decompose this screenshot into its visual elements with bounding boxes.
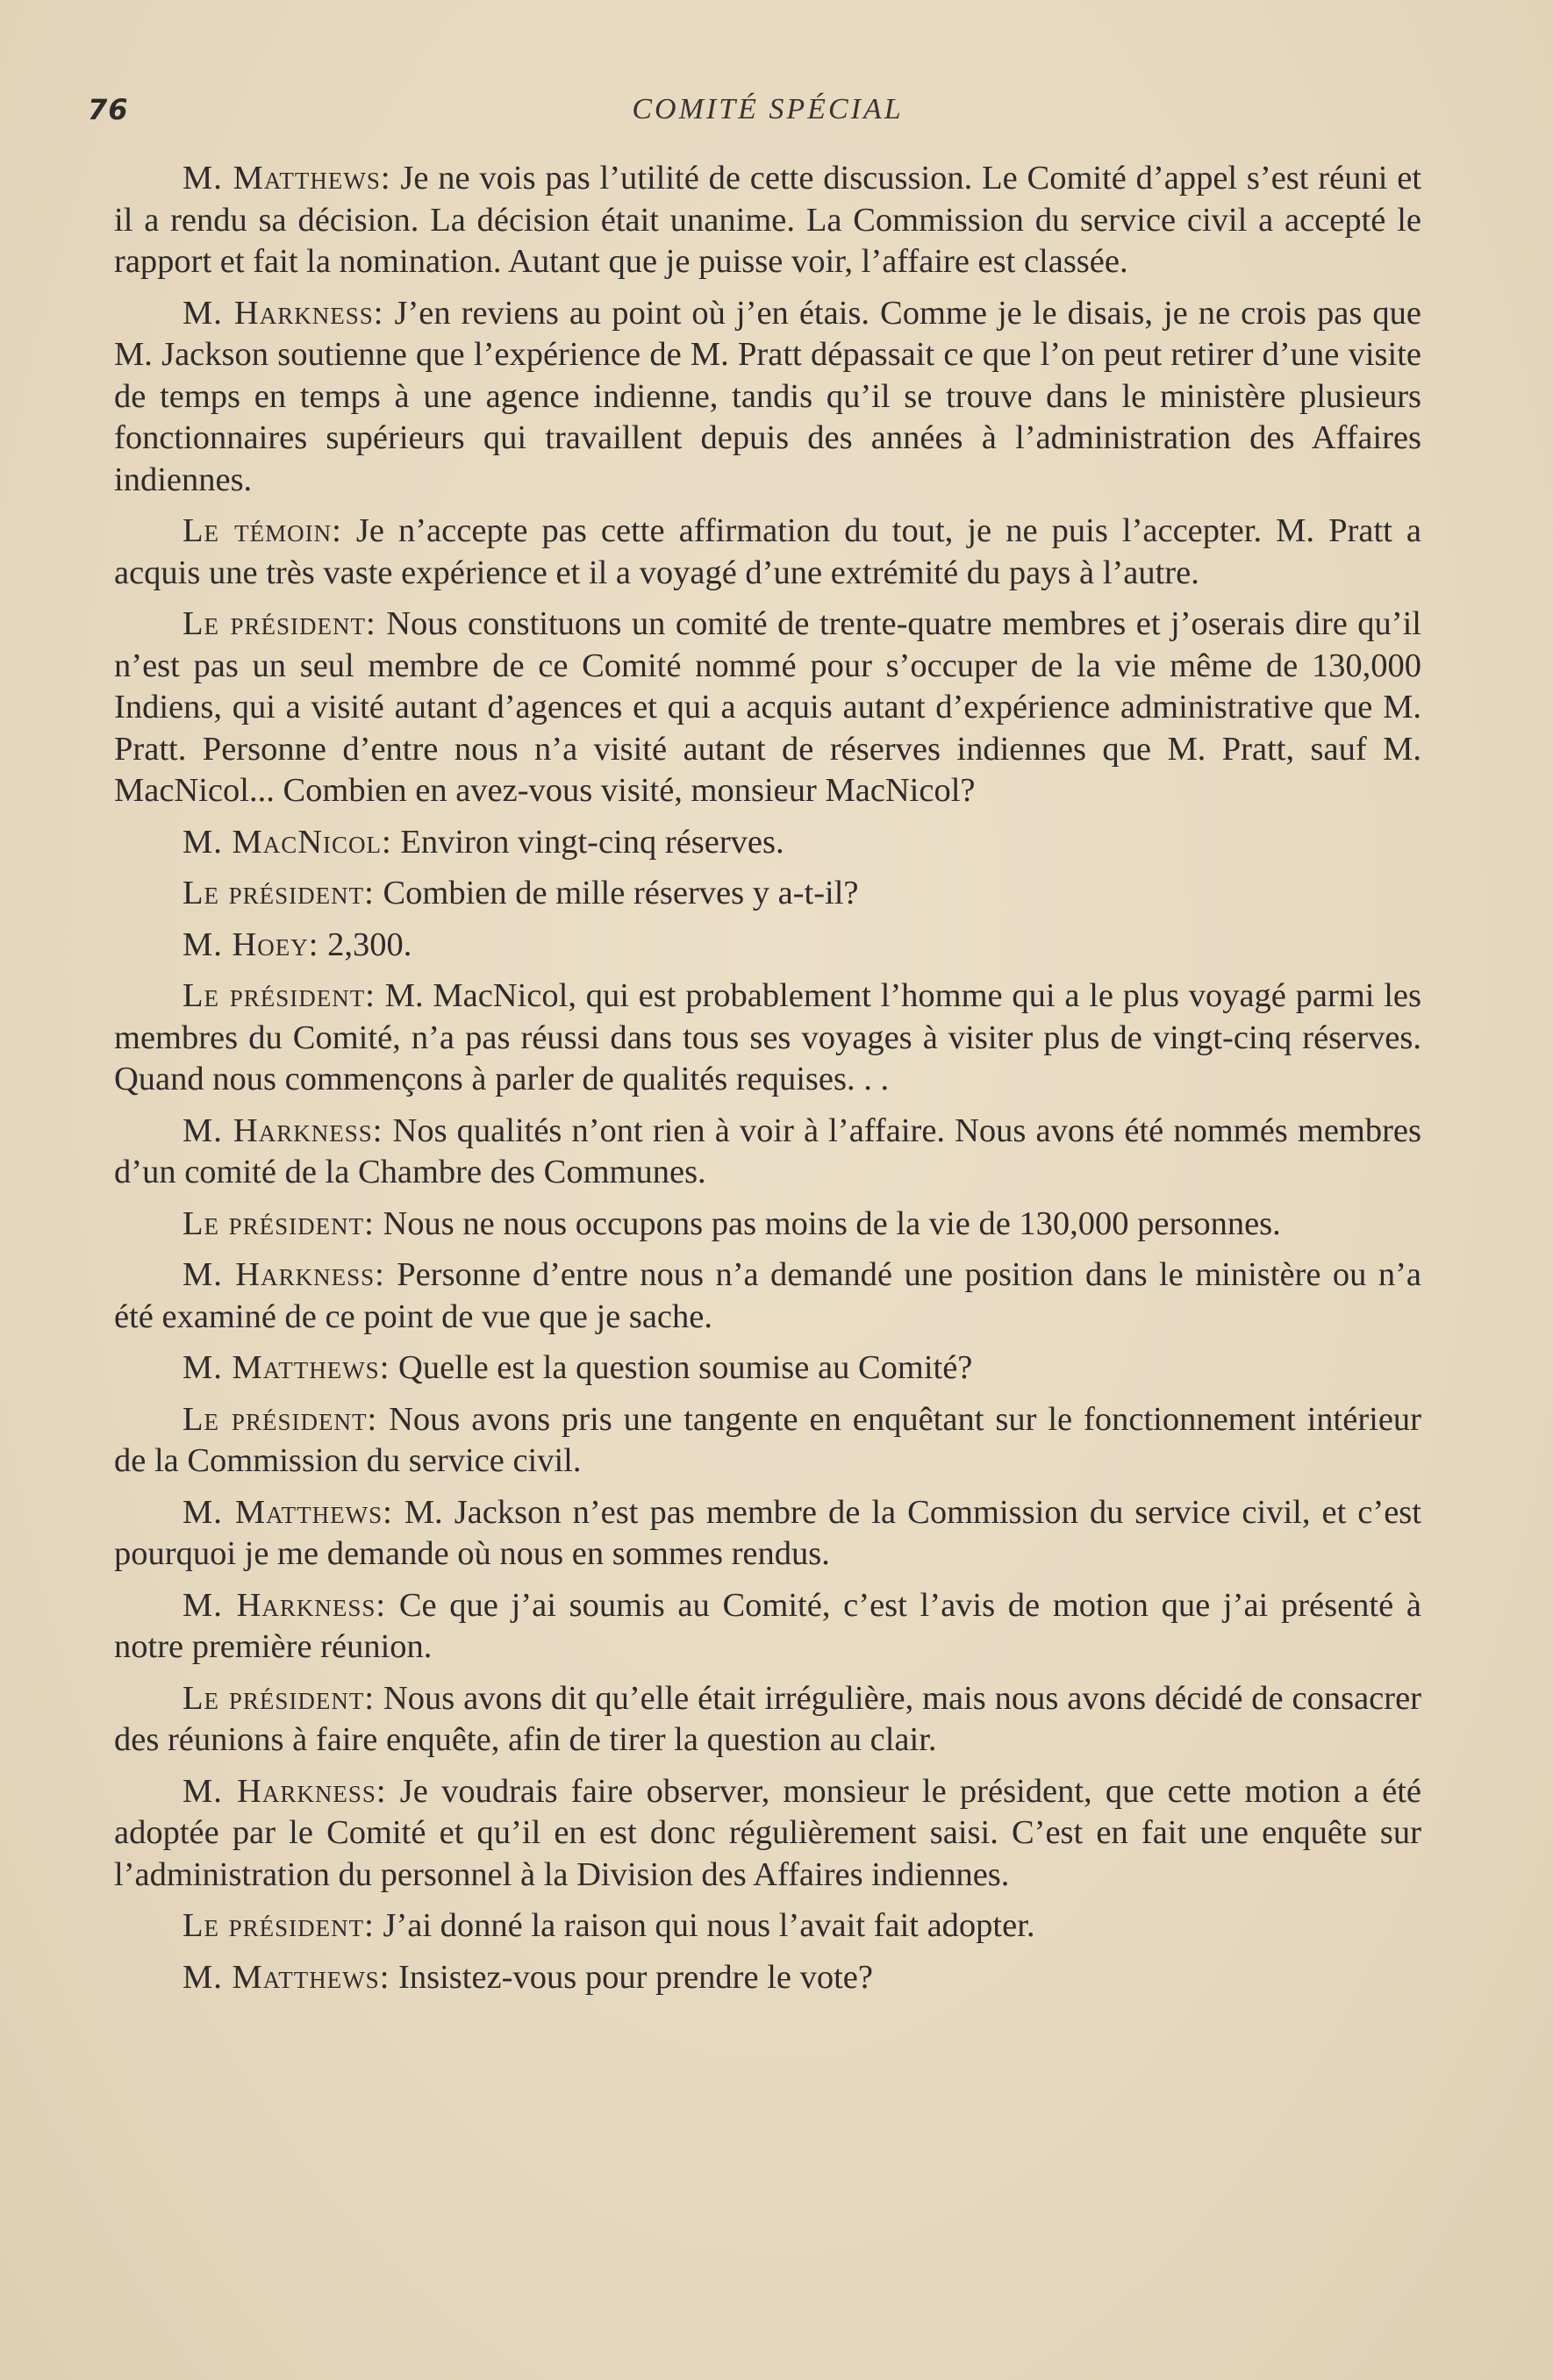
transcript-paragraph [114,604,1421,812]
transcript-paragraph [114,925,1421,967]
paragraph-text: M. Jackson n’est pas membre de la Commission du service civil, et c’est pourquoi je me demande où nous en sommes rendus. [114,1493,1421,1572]
document-page [88,88,1422,2008]
transcript-paragraph [114,1905,1421,1948]
speaker-name: M. Hoey: [182,926,319,963]
transcript-paragraph [114,1957,1421,1999]
transcript-paragraph [114,293,1421,502]
speaker-name: Le président: [182,1400,378,1438]
transcript-paragraph [114,1585,1421,1669]
transcript-paragraph [114,1254,1421,1338]
speaker-name: M. Harkness: [182,1772,387,1810]
speaker-name: Le président: [182,977,376,1014]
speaker-name: M. Matthews: [182,160,391,197]
transcript-paragraph [114,822,1421,864]
speaker-name: M. Matthews: [182,1349,390,1386]
speaker-name: M. Harkness: [182,1111,383,1149]
speaker-name: M. Harkness: [182,1256,385,1293]
transcript-paragraph [114,1399,1421,1483]
transcript-paragraph [114,1204,1421,1246]
page-header [88,88,1421,140]
paragraph-text: Insistez-vous pour prendre le vote? [390,1958,873,1996]
transcript-paragraph [114,873,1421,915]
paragraph-text: Je ne vois pas l’utilité de cette discussion. Le Comité d’appel s’est réuni et il a rendu sa décision. La décision était unanime. La Commission du service civil a accepté le rapport et fait la nomination. Autant que je puisse voir, l’affaire est classée. [114,160,1421,280]
transcript-paragraph [114,511,1421,594]
paragraph-text: Ce que j’ai soumis au Comité, c’est l’avis de motion que j’ai présenté à notre première réunion. [114,1586,1422,1665]
paragraph-text: J’en reviens au point où j’en étais. Comme je le disais, je ne crois pas que M. Jackson soutienne que l’expérience de M. Pratt dépassait ce que l’on peut retirer d’une visite de temps en temps à une agence indienne, tandis qu’il se trouve dans le ministère plusieurs fonctionnaires supérieurs qui travaillent depuis des années à l’administration des Affaires indiennes. [114,294,1421,498]
transcript-paragraph [114,158,1421,283]
transcript-body [114,158,1421,1998]
paragraph-text: Nous ne nous occupons pas moins de la vie de 130,000 personnes. [374,1204,1281,1242]
speaker-name: Le président: [182,1204,375,1242]
speaker-name: M. Matthews: [182,1493,393,1531]
transcript-paragraph [114,1771,1421,1897]
transcript-paragraph [114,1492,1421,1576]
paragraph-text: Je n’accepte pas cette affirmation du tout, je ne puis l’accepter. M. Pratt a acquis une très vaste expérience et il a voyagé d’une extrémité du pays à l’autre. [114,512,1421,591]
speaker-name: Le président: [182,875,375,911]
page-number: 76 [88,93,129,126]
paragraph-text: Nous avons dit qu’elle était irrégulière, mais nous avons décidé de consacrer des réunions à faire enquête, afin de tirer la question au clair. [114,1679,1421,1758]
transcript-paragraph [114,1678,1421,1762]
speaker-name: M. Harkness: [182,294,384,332]
transcript-paragraph [114,1111,1421,1194]
paragraph-text: J’ai donné la raison qui nous l’avait fait adopter. [374,1907,1035,1944]
speaker-name: Le président: [182,1907,375,1944]
paragraph-text: Environ vingt-cinq réserves. [391,823,784,861]
paragraph-text: Personne d’entre nous n’a demandé une position dans le ministère ou n’a été examiné de ce point de vue que je sache. [114,1256,1421,1335]
paragraph-text: Nos qualités n’ont rien à voir à l’affaire. Nous avons été nommés membres d’un comité de la Chambre des Communes. [114,1111,1421,1190]
speaker-name: M. Harkness: [182,1586,387,1624]
paragraph-text: Nous avons pris une tangente en enquêtant sur le fonctionnement intérieur de la Commission du service civil. [114,1400,1421,1479]
speaker-name: M. MacNicol: [182,823,392,861]
paragraph-text: Je voudrais faire observer, monsieur le président, que cette motion a été adoptée par le Comité et qu’il en est donc régulièrement saisi. C’est en fait une enquête sur l’administration du personnel à la Division des Affaires indiennes. [114,1772,1421,1893]
speaker-name: Le témoin: [182,512,342,549]
paragraph-text: Combien de mille réserves y a-t-il? [374,875,859,911]
paragraph-text: Nous constituons un comité de trente-quatre membres et j’oserais dire qu’il n’est pas un seul membre de ce Comité nommé pour s’occuper de la vie même de 130,000 Indiens, qui a visité autant d’agences et qui a acquis autant d’expérience administrative que M. Pratt. Personne d’entre nous n’a visité autant de réserves indiennes que M. Pratt, sauf M. MacNicol... Combien en avez-vous visité, monsieur MacNicol? [114,605,1422,809]
speaker-name: Le président: [182,1679,376,1717]
paragraph-text: Quelle est la question soumise au Comité? [390,1349,973,1386]
running-title: COMITÉ SPÉCIAL [632,93,904,125]
speaker-name: M. Matthews: [182,1958,390,1996]
transcript-paragraph [114,976,1421,1101]
paragraph-text: M. MacNicol, qui est probablement l’homme qui a le plus voyagé parmi les membres du Comité, n’a pas réussi dans tous ses voyages à visiter plus de vingt-cinq réserves. Quand nous commençons à parler de qualités requises. . . [114,977,1421,1097]
paragraph-text: 2,300. [318,926,412,963]
transcript-paragraph [114,1347,1421,1390]
speaker-name: Le président: [182,605,376,642]
